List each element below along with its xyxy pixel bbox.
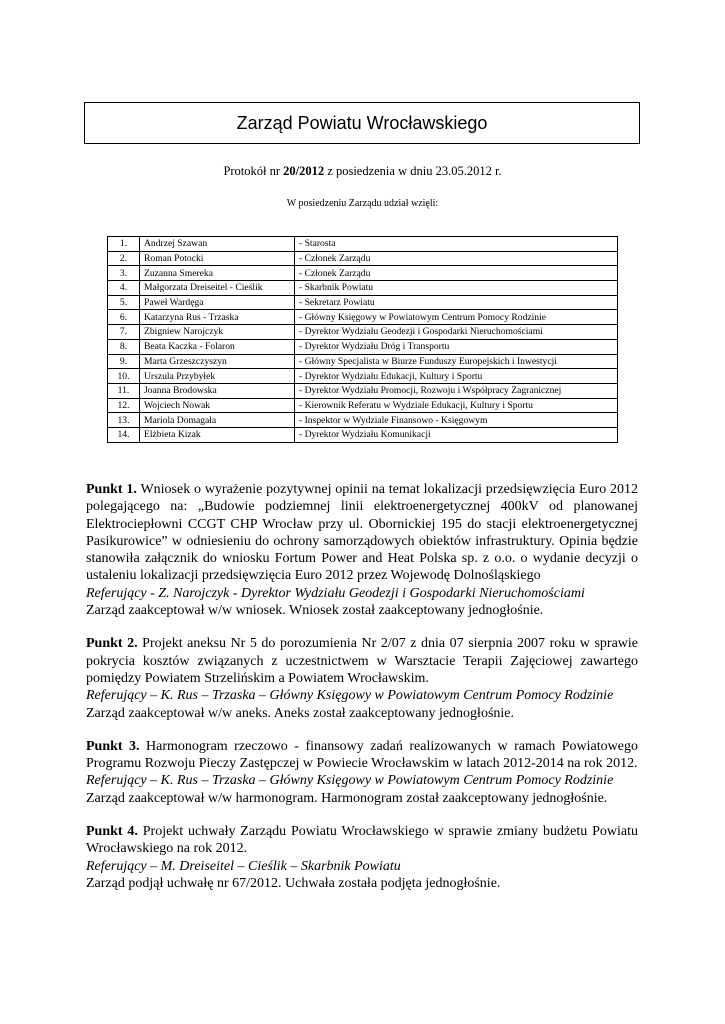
attendee-name: Mariola Domagała — [140, 413, 295, 428]
attendee-name: Paweł Wardęga — [140, 295, 295, 310]
attendee-name: Urszula Przybyłek — [140, 369, 295, 384]
protocol-suffix: z posiedzenia w dniu 23.05.2012 r. — [324, 164, 502, 178]
attendee-role: - Starosta — [295, 237, 618, 252]
attendee-number: 11. — [108, 383, 140, 398]
attendee-name: Elżbieta Kizak — [140, 427, 295, 442]
point-label: Punkt 1. — [86, 482, 137, 497]
attendee-row — [108, 266, 618, 281]
point-description — [86, 481, 638, 585]
attendee-role: - Członek Zarządu — [295, 251, 618, 266]
point-referent: Referujący – K. Rus – Trzaska – Główny Księgowy w Powiatowym Centrum Pomocy Rodzinie — [86, 773, 614, 789]
point-referent: Referujący - Z. Narojczyk - Dyrektor Wydziału Geodezji i Gospodarki Nieruchomościami — [86, 585, 585, 601]
attendee-number: 4. — [108, 281, 140, 296]
attendee-row — [108, 413, 618, 428]
attendee-row — [108, 251, 618, 266]
attendee-name: Wojciech Nowak — [140, 398, 295, 413]
protocol-line — [0, 164, 725, 179]
attendee-role: - Dyrektor Wydziału Dróg i Transportu — [295, 339, 618, 354]
attendee-role: - Dyrektor Wydziału Edukacji, Kultury i Sportu — [295, 369, 618, 384]
point-label: Punkt 3. — [86, 738, 140, 754]
attendee-number: 8. — [108, 339, 140, 354]
attendee-row — [108, 237, 618, 252]
attendee-row — [108, 281, 618, 296]
point-text: Harmonogram rzeczowo - finansowy zadań realizowanych w ramach Powiatowego Programu Rozwoju Pieczy Zastępczej w Powiecie Wrocławskim w latach 2012-2014 na rok 2012. — [86, 738, 638, 772]
attendee-number: 1. — [108, 237, 140, 252]
attendee-name: Beata Kaczka - Folaron — [140, 339, 295, 354]
document-title-box — [84, 102, 640, 144]
attendee-name: Zbigniew Narojczyk — [140, 325, 295, 340]
agenda-point — [86, 823, 638, 892]
point-referent: Referujący – M. Dreiseitel – Cieślik – Skarbnik Powiatu — [86, 858, 401, 874]
attendee-name: Marta Grzeszczyszyn — [140, 354, 295, 369]
attendee-row — [108, 295, 618, 310]
protocol-number: 20/2012 — [283, 164, 325, 178]
point-description — [86, 823, 638, 858]
attendee-row — [108, 427, 618, 442]
attendee-number: 5. — [108, 295, 140, 310]
attendee-number: 13. — [108, 413, 140, 428]
attendee-role: - Główny Specjalista w Biurze Funduszy Europejskich i Inwestycji — [295, 354, 618, 369]
agenda-point — [86, 481, 638, 619]
attendee-role: - Kierownik Referatu w Wydziale Edukacji, Kultury i Sportu — [295, 398, 618, 413]
attendee-name: Roman Potocki — [140, 251, 295, 266]
attendee-name: Katarzyna Rus - Trzaska — [140, 310, 295, 325]
attendee-role: - Sekretarz Powiatu — [295, 295, 618, 310]
attendee-role: - Skarbnik Powiatu — [295, 281, 618, 296]
point-text: Projekt uchwały Zarządu Powiatu Wrocławskiego w sprawie zmiany budżetu Powiatu Wrocławskiego na rok 2012. — [86, 824, 639, 857]
agenda-point — [86, 738, 638, 807]
attendee-name: Joanna Brodowska — [140, 383, 295, 398]
point-decision: Zarząd zaakceptował w/w aneks. Aneks został zaakceptowany jednogłośnie. — [86, 705, 514, 721]
attendee-row — [108, 354, 618, 369]
attendee-number: 14. — [108, 427, 140, 442]
attendees-intro: W posiedzeniu Zarządu udział wzięli: — [286, 198, 439, 209]
attendee-row — [108, 339, 618, 354]
point-decision: Zarząd zaakceptował w/w wniosek. Wniosek został zaakceptowany jednogłośnie. — [86, 603, 544, 619]
attendee-number: 10. — [108, 369, 140, 384]
attendee-row — [108, 398, 618, 413]
protocol-prefix: Protokół nr — [223, 164, 284, 178]
attendee-role: - Dyrektor Wydziału Promocji, Rozwoju i Współpracy Zagranicznej — [295, 383, 618, 398]
attendee-number: 12. — [108, 398, 140, 413]
attendee-number: 9. — [108, 354, 140, 369]
attendee-role: - Dyrektor Wydziału Komunikacji — [295, 427, 618, 442]
attendee-row — [108, 383, 618, 398]
point-decision: Zarząd podjął uchwałę nr 67/2012. Uchwała została podjęta jednogłośnie. — [86, 875, 501, 891]
agenda-points — [86, 481, 638, 908]
attendee-role: - Inspektor w Wydziale Finansowo - Księgowym — [295, 413, 618, 428]
point-label: Punkt 4. — [86, 824, 138, 840]
attendee-row — [108, 310, 618, 325]
point-description — [86, 738, 638, 773]
attendee-role: - Dyrektor Wydziału Geodezji i Gospodarki Nieruchomościami — [295, 325, 618, 340]
attendees-table — [107, 236, 618, 443]
point-text: Wniosek o wyrażenie pozytywnej opinii na temat lokalizacji przedsięwzięcia Euro 2012 polegającego na: „Budowie podziemnej linii elektroenergetycznej 400kV od planowanej Elektrociepłowni CCGT CHP Wrocław przy ul. Obornickiej 195 do stacji elektroenergetycznej Pasikurowice” w odniesieniu do ochrony samorządowych obiektów infrastruktury. Opinia będzie stanowiła załącznik do wniosku Fortum Power and Heat Polska sp. z o.o. o wydanie decyzji o ustaleniu lokalizacji przedsięwzięcia Euro 2012 przez Wojewodę Dolnośląskiego — [86, 482, 639, 584]
attendee-role: - Główny Księgowy w Powiatowym Centrum Pomocy Rodzinie — [295, 310, 618, 325]
point-text: Projekt aneksu Nr 5 do porozumienia Nr 2/07 z dnia 07 sierpnia 2007 roku w sprawie pokrycia kosztów związanych z uczestnictwem w Warsztacie Terapii Zajęciowej zawartego pomiędzy Powiatem Strzelińskim a Powiatem Wrocławskim. — [86, 636, 639, 686]
attendee-role: - Członek Zarządu — [295, 266, 618, 281]
attendee-row — [108, 369, 618, 384]
attendee-name: Zuzanna Smereka — [140, 266, 295, 281]
point-label: Punkt 2. — [86, 636, 138, 652]
attendee-number: 3. — [108, 266, 140, 281]
attendee-name: Andrzej Szawan — [140, 237, 295, 252]
document-title: Zarząd Powiatu Wrocławskiego — [236, 112, 488, 133]
agenda-point — [86, 635, 638, 721]
attendee-name: Małgorzata Dreiseitel - Cieślik — [140, 281, 295, 296]
attendee-number: 6. — [108, 310, 140, 325]
point-decision: Zarząd zaakceptował w/w harmonogram. Harmonogram został zaakceptowany jednogłośnie. — [86, 790, 608, 806]
point-description — [86, 635, 638, 687]
attendee-row — [108, 325, 618, 340]
point-referent: Referujący – K. Rus – Trzaska – Główny Księgowy w Powiatowym Centrum Pomocy Rodzinie — [86, 688, 614, 704]
attendee-number: 7. — [108, 325, 140, 340]
attendee-number: 2. — [108, 251, 140, 266]
